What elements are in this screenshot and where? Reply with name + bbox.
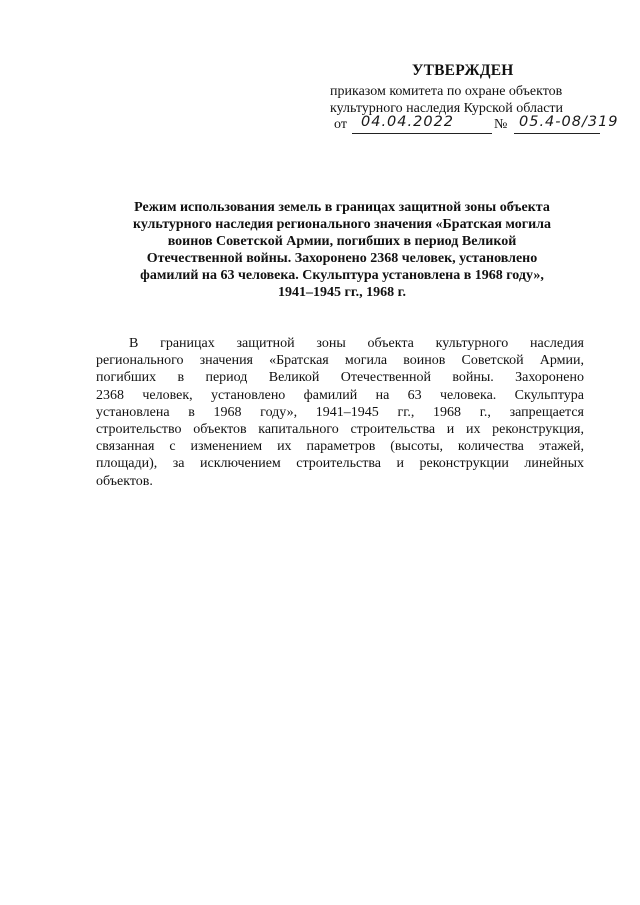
title-line: 1941–1945 гг., 1968 г. <box>278 285 406 300</box>
handwritten-number: 05.4-08/319 <box>519 114 619 130</box>
body-line: регионального значения «Братская могила воинов Советской Армии, <box>96 353 584 369</box>
approval-line-2: культурного наследия Курской области <box>330 101 564 116</box>
body-line: объектов. <box>96 473 153 489</box>
approval-title: УТВЕРЖДЕН <box>412 62 514 79</box>
title-line: воинов Советской Армии, погибших в период Великой <box>167 234 517 249</box>
body-line: строительство объектов капитального строительства и их реконструкция, <box>96 422 584 438</box>
title-line: культурного наследия регионального значения «Братская могила <box>132 217 552 232</box>
approval-line-1: приказом комитета по охране объектов <box>330 84 563 99</box>
body-line: связанная с изменением их параметров (высоты, количества этажей, <box>96 439 584 455</box>
title-line: фамилий на 63 человека. Скульптура установлена в 1968 году», <box>140 268 544 283</box>
approval-date-number-row <box>334 114 619 139</box>
number-label: № <box>494 117 508 132</box>
title-line: Отечественной войны. Захоронено 2368 человек, установлено <box>146 251 538 266</box>
number-underline <box>514 133 600 134</box>
date-underline <box>352 133 492 134</box>
body-line: погибших в период Великой Отечественной войны. Захоронено <box>96 370 584 386</box>
body-line: 2368 человек, установлено фамилий на 63 человека. Скульптура <box>96 387 584 403</box>
body-line: В границах защитной зоны объекта культурного наследия <box>129 336 584 351</box>
date-label: от <box>334 117 347 132</box>
body-line: площади), за исключением строительства и реконструкции линейных <box>96 456 584 472</box>
body-line: установлена в 1968 году», 1941–1945 гг., 1968 г., запрещается <box>96 404 584 420</box>
body-paragraph <box>96 335 584 490</box>
handwritten-date: 04.04.2022 <box>361 114 455 130</box>
title-line: Режим использования земель в границах защитной зоны объекта <box>134 200 550 215</box>
document-title <box>100 199 584 301</box>
